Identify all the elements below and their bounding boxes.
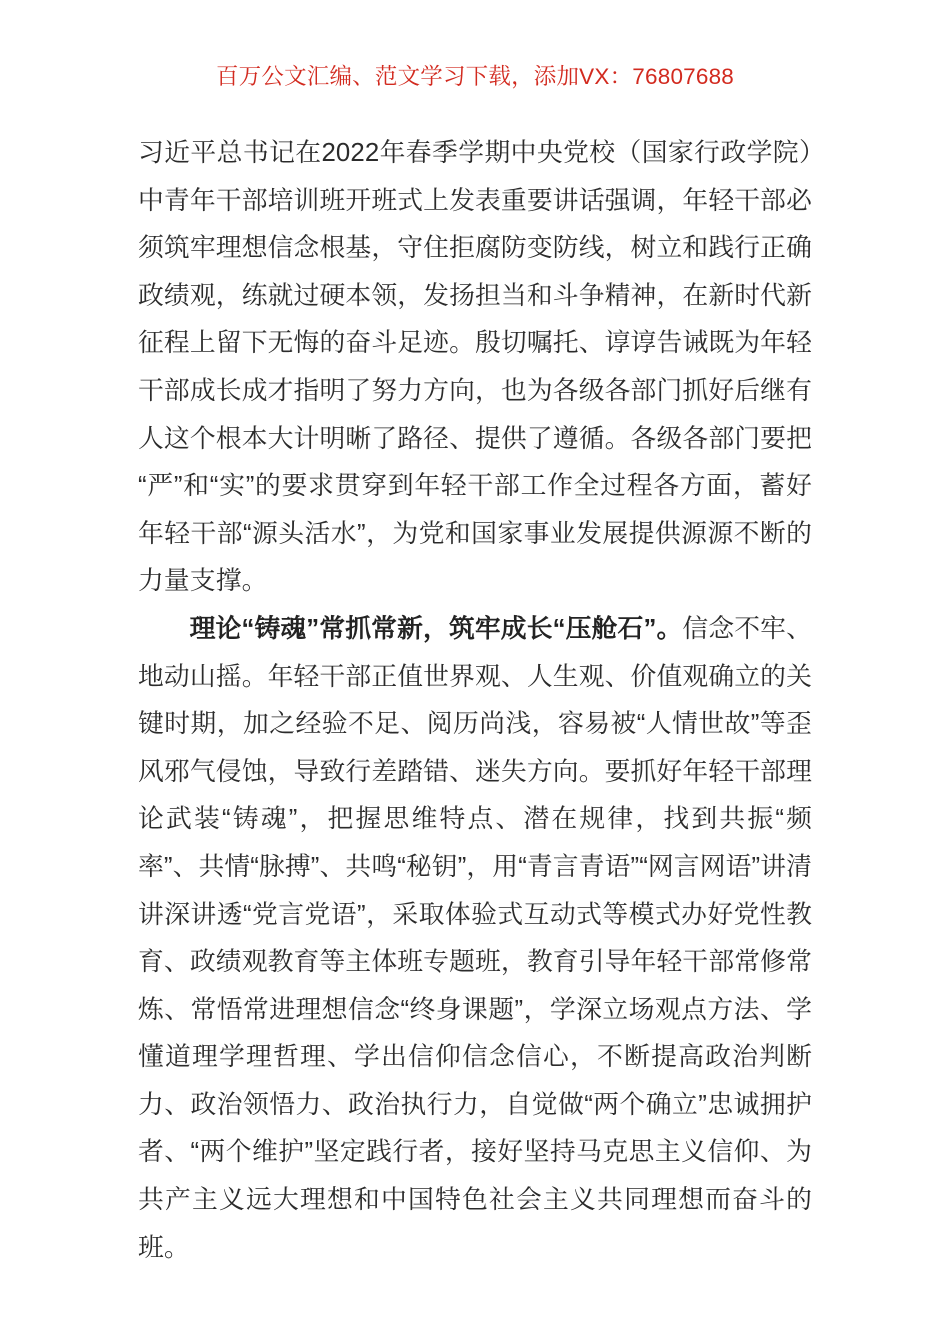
paragraph-intro	[138, 130, 812, 606]
paragraph-section-one-text: 信念不牢、地动山摇。年轻干部正值世界观、人生观、价值观确立的关键时期，加之经验不足、阅历尚浅，容易被“人情世故”等歪风邪气侵蚀，导致行差踏错、迷失方向。要抓好年轻干部理论武装“铸魂”，把握思维特点、潜在规律，找到共振“频率”、共情“脉搏”、共鸣“秘钥”，用“青言青语”“网言网语”讲清讲深讲透“党言党语”，采取体验式互动式等模式办好党性教育、政绩观教育等主体班专题班，教育引导年轻干部常修常炼、常悟常进理想信念“终身课题”，学深立场观点方法、学懂道理学理哲理、学出信仰信念信心，不断提高政治判断力、政治领悟力、政治执行力，自觉做“两个确立”忠诚拥护者、“两个维护”坚定践行者，接好坚持马克思主义信仰、为共产主义远大理想和中国特色社会主义共同理想而奋斗的班。	[138, 614, 812, 1262]
paragraph-section-one-lead: 理论“铸魂”常抓常新，筑牢成长“压舱石”。	[189, 614, 683, 643]
promo-header-text: 百万公文汇编、范文学习下载，添加VX：76807688	[215, 64, 735, 89]
paragraph-section-one	[138, 606, 812, 1272]
paragraph-intro-text: 习近平总书记在2022年春季学期中央党校（国家行政学院）中青年干部培训班开班式上发表重要讲话强调，年轻干部必须筑牢理想信念根基，守住拒腐防变防线，树立和践行正确政绩观，练就过硬本领，发扬担当和斗争精神，在新时代新征程上留下无悔的奋斗足迹。殷切嘱托、谆谆告诫既为年轻干部成长成才指明了努力方向，也为各级各部门抓好后继有人这个根本大计明晰了路径、提供了遵循。各级各部门要把“严”和“实”的要求贯穿到年轻干部工作全过程各方面，蓄好年轻干部“源头活水”，为党和国家事业发展提供源源不断的力量支撑。	[138, 139, 812, 596]
document-body	[138, 130, 812, 1272]
